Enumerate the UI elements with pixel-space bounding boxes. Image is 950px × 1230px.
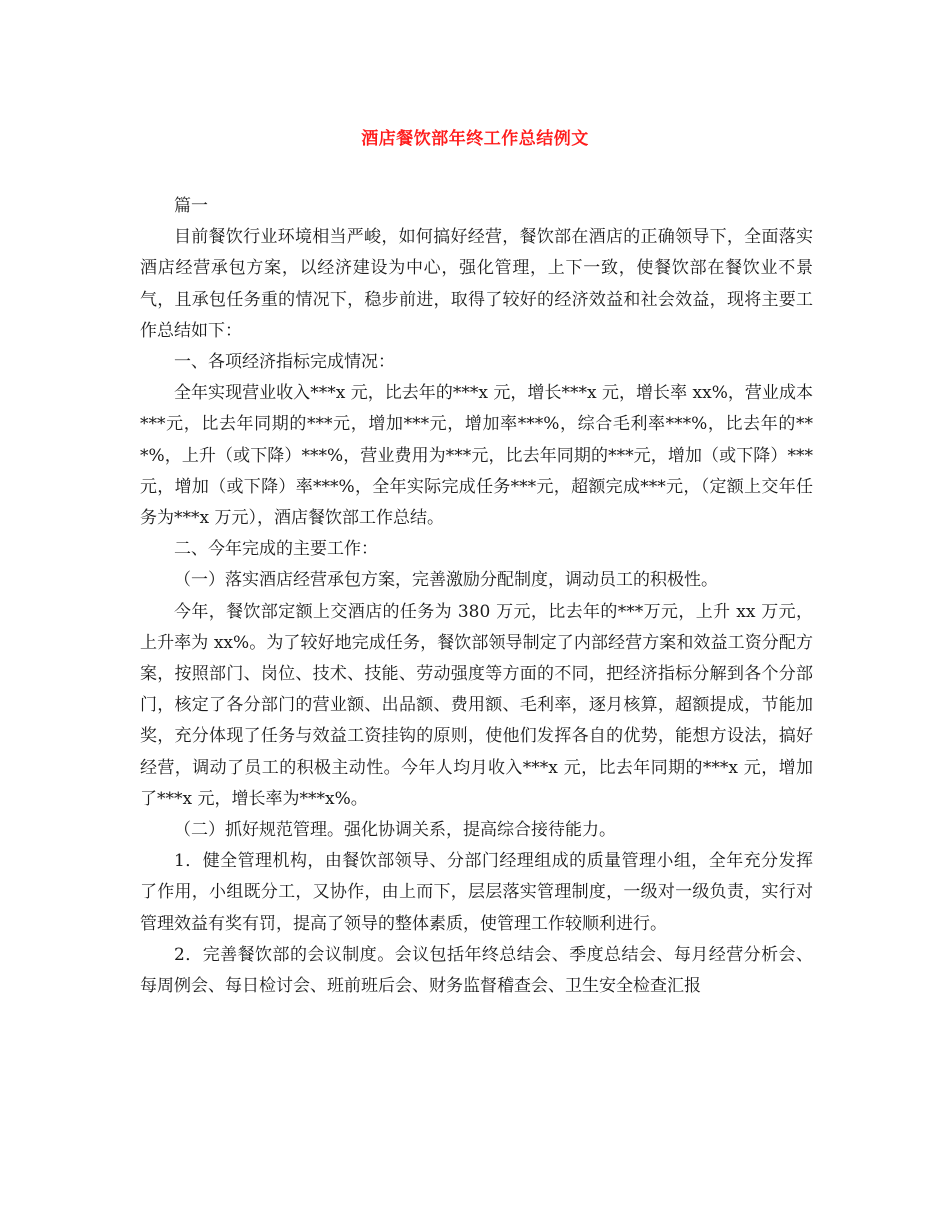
section-label: 篇一 bbox=[174, 196, 208, 216]
paragraph-item-2: 2．完善餐饮部的会议制度。会议包括年终总结会、季度总结会、每月经营分析会、每周例会、每日检讨会、班前班后会、财务监督稽查会、卫生安全检查汇报 bbox=[140, 944, 813, 997]
subheading-incentive: （一）落实酒店经营承包方案，完善激励分配制度，调动员工的积极性。 bbox=[174, 570, 718, 591]
paragraph-item-1: 1．健全管理机构，由餐饮部领导、分部门经理组成的质量管理小组，全年充分发挥了作用，小组既分工，又协作，由上而下，层层落实管理制度，一级对一级负责，实行对管理效益有奖有罚，提高了领导的整体素质，使管理工作较顺利进行。 bbox=[140, 851, 813, 934]
document-body bbox=[140, 191, 813, 1002]
heading-economic-indicators: 一、各项经济指标完成情况： bbox=[174, 352, 395, 373]
paragraph-economic-indicators: 全年实现营业收入***x 元，比去年的***x 元，增长***x 元，增长率 xx%，营业成本***元，比去年同期的***元，增加***元，增加率***%，综合毛利率***%，比去年的***%，上升（或下降）***%，营业费用为***元，比去年同期的***元，增加（或下降）***元，增加（或下降）率***%，全年实际完成任务***元，超额完成***元，（定额上交年任务为***x 万元），酒店餐饮部工作总结。 bbox=[140, 383, 813, 529]
heading-main-work: 二、今年完成的主要工作： bbox=[174, 539, 378, 560]
paragraph-incentive: 今年，餐饮部定额上交酒店的任务为 380 万元，比去年的***万元，上升 xx 万元，上升率为 xx%。为了较好地完成任务，餐饮部领导制定了内部经营方案和效益工资分配方案，按照部门、岗位、技术、技能、劳动强度等方面的不同，把经济指标分解到各个分部门，核定了各分部门的营业额、出品额、费用额、毛利率，逐月核算，超额提成，节能加奖，充分体现了任务与效益工资挂钩的原则，使他们发挥各自的优势，能想方设法，搞好经营，调动了员工的积极主动性。今年人均月收入***x 元，比去年同期的***x 元，增加了***x 元，增长率为***x%。 bbox=[140, 601, 813, 809]
subheading-management: （二）抓好规范管理。强化协调关系，提高综合接待能力。 bbox=[174, 820, 616, 841]
paragraph-intro: 目前餐饮行业环境相当严峻，如何搞好经营，餐饮部在酒店的正确领导下，全面落实酒店经营承包方案，以经济建设为中心，强化管理，上下一致，使餐饮部在餐饮业不景气，且承包任务重的情况下，稳步前进，取得了较好的经济效益和社会效益，现将主要工作总结如下： bbox=[140, 227, 813, 341]
document-title: 酒店餐饮部年终工作总结例文 bbox=[361, 129, 589, 149]
